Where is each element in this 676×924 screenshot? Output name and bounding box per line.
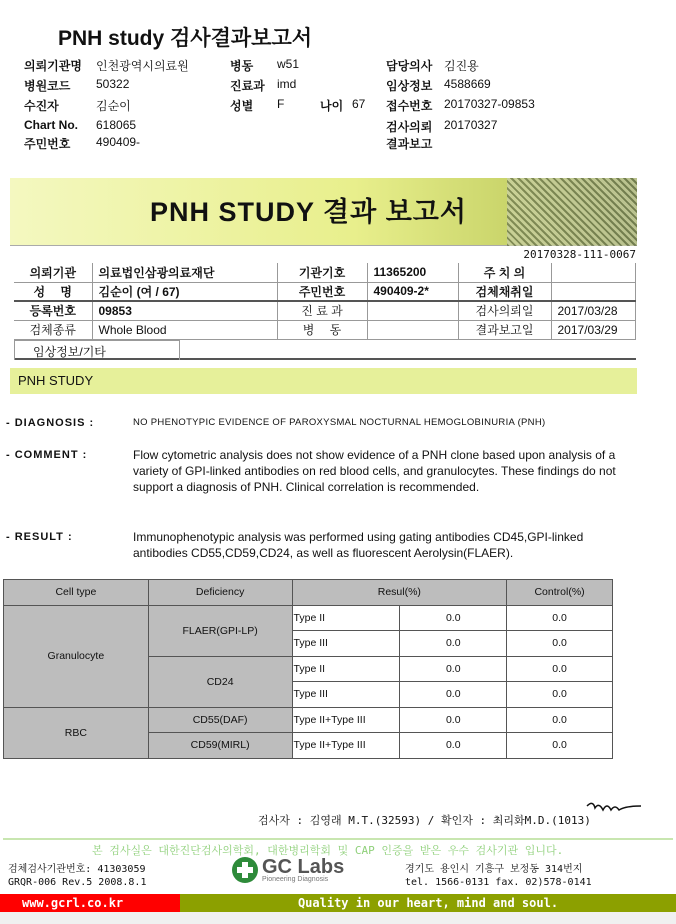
cell: 490409-2* xyxy=(367,282,458,301)
result: 0.0 xyxy=(400,682,507,708)
address: 경기도 용인시 기흥구 보정동 314번지 xyxy=(405,864,583,875)
lab-info xyxy=(8,863,146,889)
phone-fax: tel. 1566-0131 fax. 02)578-0141 xyxy=(405,877,592,888)
label: 나이 xyxy=(320,99,344,113)
cell: 의료법인삼광의료재단 xyxy=(92,263,277,282)
label: 담당의사 xyxy=(386,59,433,73)
cell: 2017/03/29 xyxy=(551,320,636,339)
label: 주민번호 xyxy=(24,137,71,151)
value: F xyxy=(277,97,285,111)
value: 20170327-09853 xyxy=(444,97,535,111)
cell-type: Granulocyte xyxy=(4,605,149,707)
deficiency: CD59(MIRL) xyxy=(148,733,292,759)
result-text: Immunophenotypic analysis was performed using gating antibodies CD45,GPI-linked antibodies CD55,CD59,CD24, as well as fluorescent Aerolysin(FLAER). xyxy=(133,530,584,560)
form-number: GRQR-006 Rev.5 2008.8.1 xyxy=(8,877,147,888)
cell xyxy=(551,282,636,301)
bottom-margin xyxy=(0,912,676,924)
cell: 주민번호 xyxy=(277,282,367,301)
gc-labs-logo xyxy=(232,857,344,883)
type: Type III xyxy=(292,631,400,657)
cell xyxy=(551,263,636,282)
clinical-info-row xyxy=(14,340,636,360)
cell: 09853 xyxy=(92,301,277,320)
label: 임상정보 xyxy=(386,79,433,93)
label: 검사의뢰 xyxy=(386,120,433,134)
value: 618065 xyxy=(96,118,137,132)
cell: 주 치 의 xyxy=(458,263,551,282)
signature-mark xyxy=(585,798,645,820)
deficiency: FLAER(GPI-LP) xyxy=(148,605,292,656)
result: 0.0 xyxy=(400,631,507,657)
cell: 등록번호 xyxy=(14,301,92,320)
cell: 검사의뢰일 xyxy=(458,301,551,320)
result: 0.0 xyxy=(400,707,507,733)
contact-info xyxy=(405,863,592,889)
cell-type: RBC xyxy=(4,707,149,758)
label: 결과보고 xyxy=(386,137,433,151)
result: 0.0 xyxy=(400,656,507,682)
cell: 기관기호 xyxy=(277,263,367,282)
header-cell: Deficiency xyxy=(148,580,292,606)
request-info-table xyxy=(14,263,636,340)
report-banner xyxy=(10,178,637,246)
cell: 검체종류 xyxy=(14,320,92,339)
type: Type II xyxy=(292,605,400,631)
control: 0.0 xyxy=(507,682,613,708)
value: 50322 xyxy=(96,77,130,91)
logo-text: GC Labs xyxy=(262,855,345,878)
type: Type II xyxy=(292,656,400,682)
value: 김순이 xyxy=(96,99,131,113)
cell: 성 명 xyxy=(14,282,92,301)
cell xyxy=(367,301,458,320)
lab-number: 검체검사기관번호: 41303059 xyxy=(8,864,146,875)
table-row xyxy=(4,605,613,631)
header-cell: Resul(%) xyxy=(292,580,507,606)
section-header: PNH STUDY xyxy=(10,368,637,394)
control: 0.0 xyxy=(507,656,613,682)
cell: 11365200 xyxy=(367,263,458,282)
value: w51 xyxy=(277,57,300,71)
signature-line: 검사자 : 김영래 M.T.(32593) / 확인자 : 최리화M.D.(1013) xyxy=(258,814,591,827)
diagnosis-label: - DIAGNOSIS : xyxy=(6,417,95,429)
banner-title: PNH STUDY 결과 보고서 xyxy=(150,197,467,227)
cell: 병 동 xyxy=(277,320,367,339)
value: 김진용 xyxy=(444,59,479,73)
cell: 김순이 (여 / 67) xyxy=(92,282,277,301)
value: 4588669 xyxy=(444,77,491,91)
result: 0.0 xyxy=(400,733,507,759)
diagnosis-text: NO PHENOTYPIC EVIDENCE OF PAROXYSMAL NOCTURNAL HEMOGLOBINURIA (PNH) xyxy=(133,417,546,428)
report-number: 20170328-111-0067 xyxy=(523,248,636,261)
label: 수진자 xyxy=(24,99,59,113)
value: 67 xyxy=(352,97,366,111)
control: 0.0 xyxy=(507,631,613,657)
slogan: Quality in our heart, mind and soul. xyxy=(180,894,676,912)
type: Type II+Type III xyxy=(292,733,400,759)
type: Type III xyxy=(292,682,400,708)
label: 진료과 xyxy=(230,79,265,93)
value: imd xyxy=(277,77,297,91)
cell: 2017/03/28 xyxy=(551,301,636,320)
label: 접수번호 xyxy=(386,99,433,113)
deficiency: CD24 xyxy=(148,656,292,707)
label: Chart No. xyxy=(24,118,78,132)
value: 인천광역시의료원 xyxy=(96,59,189,73)
page-title: PNH study 검사결과보고서 xyxy=(58,27,313,50)
value: 490409- xyxy=(96,135,141,149)
control: 0.0 xyxy=(507,733,613,759)
certification-text: 본 검사실은 대한진단검사의학회, 대한병리학회 및 CAP 인증을 받은 우수 검사기관 입니다. xyxy=(92,844,564,857)
control: 0.0 xyxy=(507,605,613,631)
website-link[interactable]: www.gcrl.co.kr xyxy=(0,894,180,912)
result-label: - RESULT : xyxy=(6,531,73,543)
cell: 검체채취일 xyxy=(458,282,551,301)
banner-image xyxy=(507,178,637,246)
label: 병원코드 xyxy=(24,79,71,93)
cell: 의뢰기관 xyxy=(14,263,92,282)
label: 병동 xyxy=(230,59,254,73)
header-cell: Cell type xyxy=(4,580,149,606)
clinical-info-label: 임상정보/기타 xyxy=(14,340,180,360)
deficiency: CD55(DAF) xyxy=(148,707,292,733)
label: 의뢰기관명 xyxy=(24,59,82,73)
label: 성별 xyxy=(230,99,254,113)
cell: 진 료 과 xyxy=(277,301,367,320)
type: Type II+Type III xyxy=(292,707,400,733)
result: 0.0 xyxy=(400,605,507,631)
divider xyxy=(3,838,673,840)
header-cell: Control(%) xyxy=(507,580,613,606)
cell xyxy=(367,320,458,339)
cell: 결과보고일 xyxy=(458,320,551,339)
logo-subtitle: Pioneering Diagnosis xyxy=(262,875,329,883)
comment-label: - COMMENT : xyxy=(6,449,88,461)
table-row xyxy=(4,707,613,733)
cell: Whole Blood xyxy=(92,320,277,339)
control: 0.0 xyxy=(507,707,613,733)
cross-icon xyxy=(232,857,258,883)
results-table xyxy=(3,579,613,759)
value: 20170327 xyxy=(444,118,498,132)
comment-text: Flow cytometric analysis does not show evidence of a PNH clone based upon analysis of a variety of GPI-linked antibodies on red blood cells, and granulocytes. These findings do not support a diagnosis of PNH. Clinical correlation is recommended. xyxy=(133,448,616,494)
